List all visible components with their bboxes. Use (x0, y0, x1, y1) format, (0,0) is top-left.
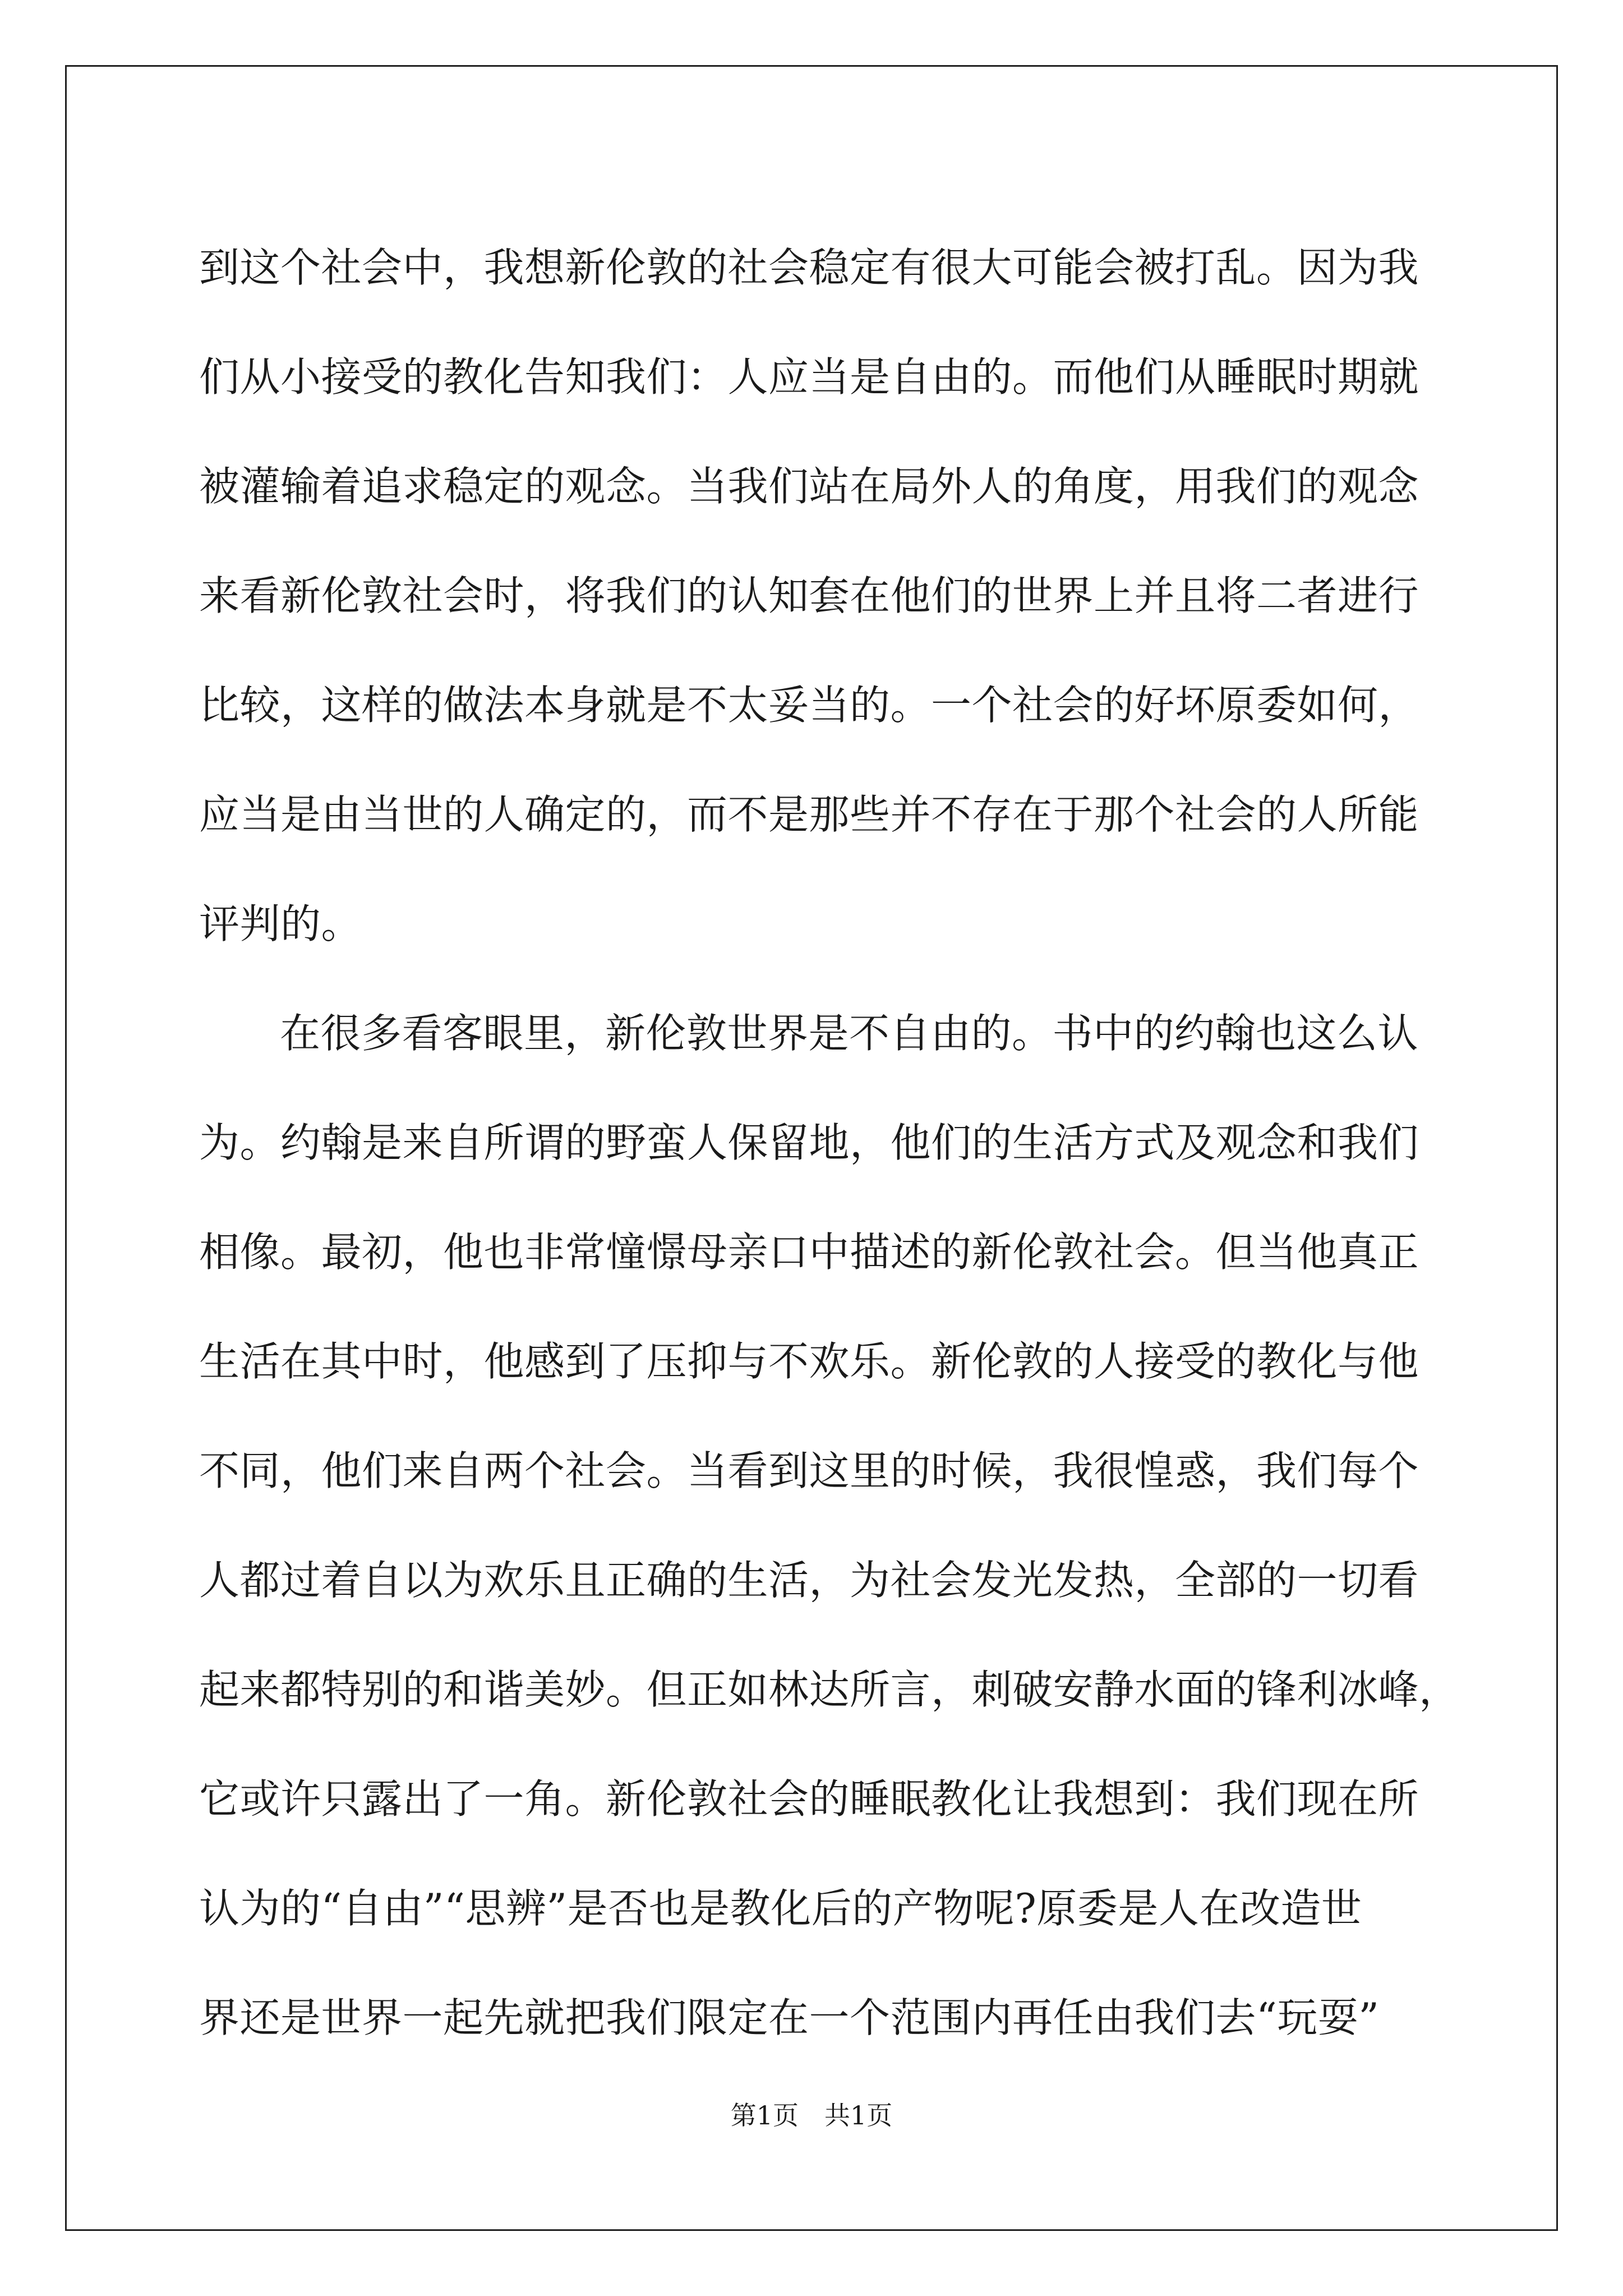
page-number-total: 共1页 (824, 2100, 893, 2131)
text-line: 被灌输着追求稳定的观念。当我们站在局外人的角度，用我们的观念 (199, 463, 1419, 510)
text-line: 人都过着自以为欢乐且正确的生活，为社会发光发热，全部的一切看 (199, 1557, 1419, 1604)
text-line: 它或许只露出了一角。新伦敦社会的睡眠教化让我想到：我们现在所 (199, 1775, 1419, 1823)
text-line: 起来都特别的和谐美妙。但正如林达所言，刺破安静水面的锋利冰峰， (199, 1666, 1460, 1713)
text-line: 比较，这样的做法本身就是不太妥当的。一个社会的好坏原委如何， (199, 682, 1419, 729)
text-line: 认为的“自由”“思辨”是否也是教化后的产物呢?原委是人在改造世 (199, 1885, 1362, 1932)
text-line: 界还是世界一起先就把我们限定在一个范围内再任由我们去“玩耍” (199, 1994, 1380, 2041)
text-line: 应当是由当世的人确定的，而不是那些并不存在于那个社会的人所能 (199, 791, 1419, 838)
paragraph-start-line: 在很多看客眼里，新伦敦世界是不自由的。书中的约翰也这么认 (280, 1010, 1419, 1057)
text-line: 为。约翰是来自所谓的野蛮人保留地，他们的生活方式及观念和我们 (199, 1119, 1419, 1166)
text-line: 们从小接受的教化告知我们：人应当是自由的。而他们从睡眠时期就 (199, 353, 1419, 401)
text-line: 生活在其中时，他感到了压抑与不欢乐。新伦敦的人接受的教化与他 (199, 1338, 1419, 1385)
page-number-current: 第1页 (730, 2100, 799, 2131)
text-line: 到这个社会中，我想新伦敦的社会稳定有很大可能会被打乱。因为我 (199, 244, 1419, 291)
text-line: 来看新伦敦社会时，将我们的认知套在他们的世界上并且将二者进行 (199, 572, 1419, 619)
text-line: 相像。最初，他也非常憧憬母亲口中描述的新伦敦社会。但当他真正 (199, 1228, 1419, 1276)
page-footer (0, 2095, 1623, 2132)
text-line: 评判的。 (199, 900, 362, 947)
document-body (199, 213, 1460, 2073)
text-line: 不同，他们来自两个社会。当看到这里的时候，我很惶惑，我们每个 (199, 1447, 1419, 1494)
